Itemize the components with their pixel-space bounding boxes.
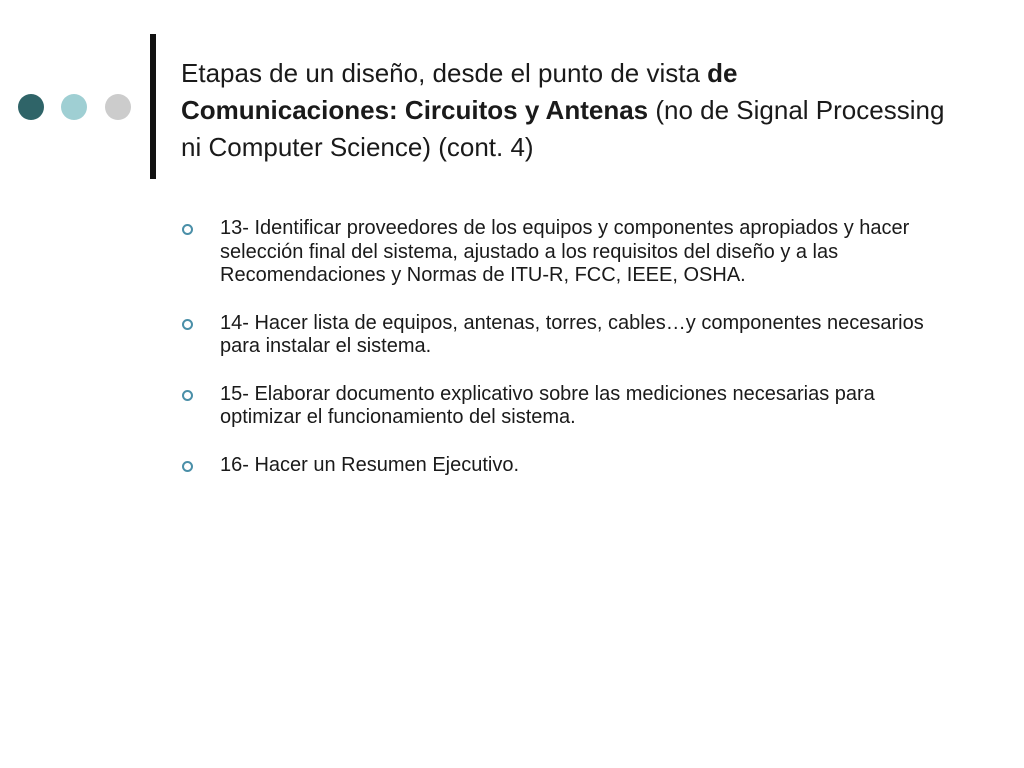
list-item bbox=[180, 312, 940, 359]
bullet-text: 13- Identificar proveedores de los equipos y componentes apropiados y hacer selección final del sistema, ajustado a los requisitos del diseño y a las Recomendaciones y Normas de ITU-R, FCC, IEEE, OSHA. bbox=[220, 217, 910, 286]
bullet-ring-icon bbox=[182, 390, 193, 401]
bullet-text: 14- Hacer lista de equipos, antenas, torres, cables…y componentes necesarios para instalar el sistema. bbox=[220, 311, 924, 357]
bullet-ring-icon bbox=[182, 461, 193, 472]
title-divider-bar bbox=[150, 34, 156, 179]
list-item bbox=[180, 217, 940, 288]
bullet-text: 15- Elaborar documento explicativo sobre las mediciones necesarias para optimizar el funcionamiento del sistema. bbox=[220, 382, 875, 428]
title-text-bold: de Comunicaciones: Circuitos y Antenas bbox=[181, 58, 738, 125]
title-text-part1: Etapas de un diseño, desde el punto de vista bbox=[181, 58, 708, 88]
list-item bbox=[180, 454, 940, 478]
decorative-dots bbox=[18, 94, 134, 122]
bullet-ring-icon bbox=[182, 224, 193, 235]
gray-dot-icon bbox=[105, 94, 131, 120]
slide-title bbox=[181, 55, 961, 166]
bullet-ring-icon bbox=[182, 319, 193, 330]
bullet-list bbox=[180, 217, 940, 501]
title-text-part2: (no de Signal Processing ni Computer Science) (cont. 4) bbox=[181, 95, 945, 162]
bullet-text: 16- Hacer un Resumen Ejecutivo. bbox=[220, 453, 520, 476]
list-item bbox=[180, 383, 940, 430]
light-teal-dot-icon bbox=[61, 94, 87, 120]
dark-teal-dot-icon bbox=[18, 94, 44, 120]
